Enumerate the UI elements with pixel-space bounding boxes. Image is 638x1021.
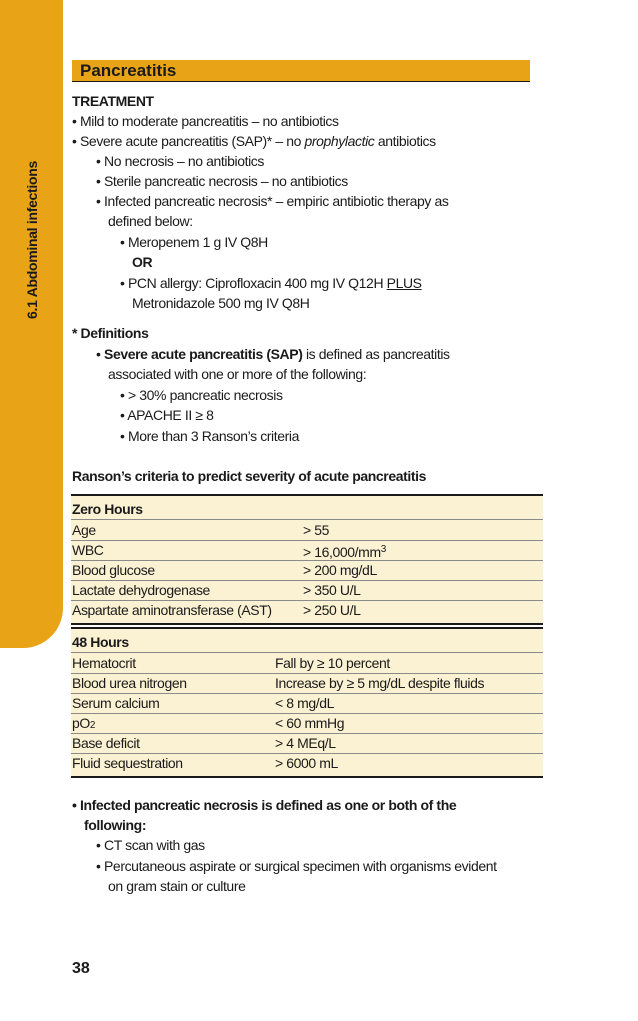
criterion-value: > 250 U/L bbox=[303, 602, 361, 618]
definitions-sap-bullet: • bbox=[96, 346, 104, 362]
criterion-value: < 8 mg/dL bbox=[275, 695, 335, 711]
infected-def-perc-line1: • Percutaneous aspirate or surgical specimen with organisms evident bbox=[96, 858, 497, 874]
definitions-crit2: • APACHE II ≥ 8 bbox=[120, 407, 214, 423]
criterion-value: > 4 MEq/L bbox=[275, 735, 336, 751]
section-tab-label: 6.1 Abdominal infections bbox=[24, 161, 40, 319]
infected-def-line1: • Infected pancreatic necrosis is defined as one or both of the bbox=[72, 797, 457, 813]
criterion-value: > 200 mg/dL bbox=[303, 562, 377, 578]
definitions-heading: * Definitions bbox=[72, 325, 149, 341]
treatment-severe-post: antibiotics bbox=[374, 133, 436, 149]
definitions-sap-rest: is defined as pancreatitis bbox=[302, 346, 450, 362]
table-row bbox=[71, 560, 543, 581]
table-row bbox=[71, 653, 543, 674]
table-row bbox=[71, 733, 543, 754]
treatment-severe-pre: • Severe acute pancreatitis (SAP)* – no bbox=[72, 133, 305, 149]
definitions-sap bbox=[96, 344, 450, 364]
criterion-label: Aspartate aminotransferase (AST) bbox=[72, 602, 272, 618]
treatment-sterile: • Sterile pancreatic necrosis – no antibiotics bbox=[96, 173, 348, 189]
criterion-label: Hematocrit bbox=[72, 655, 136, 671]
treatment-meropenem: • Meropenem 1 g IV Q8H bbox=[120, 234, 268, 250]
table-row bbox=[71, 580, 543, 601]
table-row bbox=[71, 753, 543, 773]
criterion-label: Lactate dehydrogenase bbox=[72, 582, 210, 598]
criterion-label-sub: 2 bbox=[89, 720, 96, 731]
criterion-value-sup: 3 bbox=[380, 544, 386, 555]
definitions-crit3: • More than 3 Ranson’s criteria bbox=[120, 428, 299, 444]
criterion-value-text: > 16,000/mm bbox=[303, 544, 381, 560]
definitions-sap-line2: associated with one or more of the following: bbox=[108, 366, 367, 382]
treatment-no-necrosis: • No necrosis – no antibiotics bbox=[96, 153, 264, 169]
infected-def-ct: • CT scan with gas bbox=[96, 837, 205, 853]
table-title: Zero Hours bbox=[72, 501, 143, 517]
criterion-value: > 350 U/L bbox=[303, 582, 361, 598]
infected-def-line2: following: bbox=[84, 817, 147, 833]
definitions-crit1: • > 30% pancreatic necrosis bbox=[120, 387, 283, 403]
table-row bbox=[71, 693, 543, 714]
table-header-row bbox=[71, 632, 543, 653]
criterion-value: Increase by ≥ 5 mg/dL despite fluids bbox=[275, 675, 485, 691]
criterion-label: Blood glucose bbox=[72, 562, 155, 578]
table-title: 48 Hours bbox=[72, 634, 129, 650]
ranson-48-hours-table bbox=[71, 627, 543, 778]
criterion-label: WBC bbox=[72, 542, 104, 558]
treatment-infected-line2: defined below: bbox=[108, 213, 193, 229]
ranson-heading: Ranson’s criteria to predict severity of acute pancreatitis bbox=[72, 468, 427, 484]
treatment-heading: TREATMENT bbox=[72, 93, 154, 109]
treatment-infected-line1: • Infected pancreatic necrosis* – empiric antibiotic therapy as bbox=[96, 193, 449, 209]
page-number: 38 bbox=[72, 960, 90, 977]
treatment-metronidazole: Metronidazole 500 mg IV Q8H bbox=[132, 295, 310, 311]
criterion-value bbox=[303, 540, 386, 562]
page-title: Pancreatitis bbox=[80, 61, 177, 80]
criterion-label: Blood urea nitrogen bbox=[72, 675, 187, 691]
table-row bbox=[71, 673, 543, 694]
infected-def-perc-line2: on gram stain or culture bbox=[108, 878, 246, 894]
treatment-or: OR bbox=[132, 254, 153, 270]
table-row bbox=[71, 600, 543, 620]
treatment-pcn-pre: • PCN allergy: Ciprofloxacin 400 mg IV Q12H bbox=[120, 275, 387, 291]
table-header-row bbox=[71, 499, 543, 520]
criterion-value: > 6000 mL bbox=[275, 755, 338, 771]
criterion-label: Serum calcium bbox=[72, 695, 160, 711]
table-row bbox=[71, 520, 543, 541]
criterion-label: Age bbox=[72, 522, 96, 538]
criterion-label: Fluid sequestration bbox=[72, 755, 183, 771]
criterion-label: Base deficit bbox=[72, 735, 140, 751]
treatment-severe-italic: prophylactic bbox=[304, 133, 375, 149]
title-bar bbox=[72, 60, 530, 82]
section-side-tab bbox=[0, 0, 63, 648]
ranson-zero-hours-table bbox=[71, 494, 543, 625]
treatment-severe bbox=[72, 131, 436, 151]
definitions-sap-bold: Severe acute pancreatitis (SAP) bbox=[104, 346, 303, 362]
treatment-pcn bbox=[120, 273, 422, 293]
criterion-value: Fall by ≥ 10 percent bbox=[275, 655, 390, 671]
criterion-value: > 55 bbox=[303, 522, 330, 538]
treatment-mild: • Mild to moderate pancreatitis – no antibiotics bbox=[72, 113, 339, 129]
table-row bbox=[71, 713, 543, 734]
treatment-pcn-plus: PLUS bbox=[386, 275, 422, 291]
criterion-value: < 60 mmHg bbox=[275, 715, 345, 731]
table-row bbox=[71, 540, 543, 561]
criterion-label-text: pO bbox=[72, 715, 90, 731]
